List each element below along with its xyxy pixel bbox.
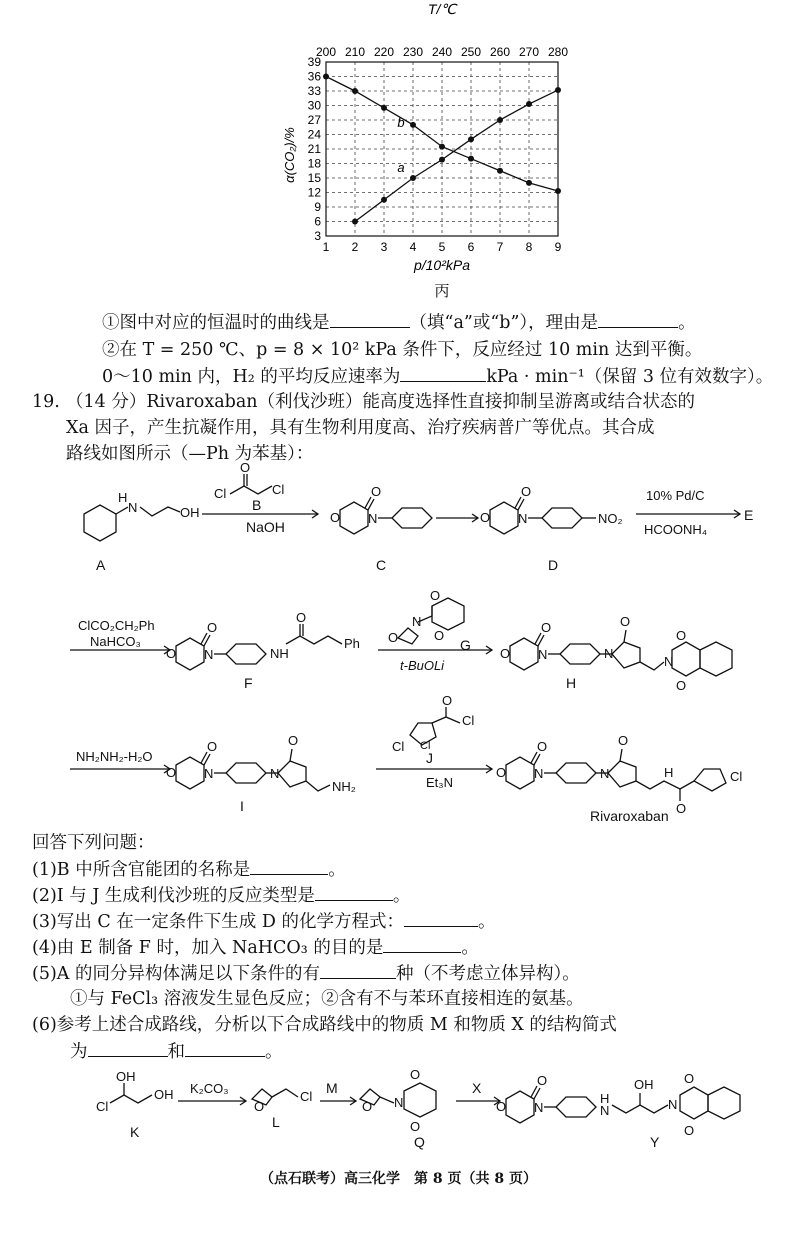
part-3: (3)写出 C 在一定条件下生成 D 的化学方程式： 。 (32, 912, 496, 932)
y-tick-label: 30 (307, 98, 321, 113)
series-label-a: a (397, 160, 405, 175)
svg-text:O: O (676, 628, 687, 643)
x-tick-label: 8 (525, 240, 533, 254)
top-tick-label: 250 (460, 45, 482, 59)
svg-text:Ph: Ph (344, 636, 360, 651)
svg-text:N: N (604, 646, 614, 661)
svg-text:10% Pd/C: 10% Pd/C (646, 488, 705, 503)
data-point-a (526, 101, 532, 107)
x-tick-label: 5 (438, 240, 446, 254)
y-tick-label: 39 (307, 55, 321, 69)
svg-text:O: O (254, 1099, 265, 1114)
data-point-b (439, 144, 445, 150)
label-I: I (240, 798, 244, 814)
svg-text:Cl: Cl (300, 1089, 313, 1104)
data-point-b (468, 156, 474, 162)
data-point-a (381, 197, 387, 203)
data-point-a (439, 157, 445, 163)
svg-text:OH: OH (116, 1069, 136, 1084)
svg-text:O: O (296, 610, 307, 625)
svg-text:NaOH: NaOH (246, 519, 285, 535)
y-tick-label: 3 (314, 229, 321, 243)
svg-text:O: O (676, 801, 687, 816)
data-point-a (555, 87, 561, 93)
label-product: Rivaroxaban (590, 808, 669, 824)
svg-text:Cl: Cl (272, 482, 285, 497)
svg-text:HCOONH₄: HCOONH₄ (644, 522, 708, 537)
data-point-a (352, 219, 358, 225)
label-Q: Q (414, 1134, 425, 1150)
svg-text:Et₃N: Et₃N (426, 775, 453, 790)
label-B: B (252, 497, 262, 513)
top-tick-label: 230 (402, 45, 424, 59)
x-tick-label: 3 (380, 240, 388, 254)
top-tick-label: 210 (344, 45, 366, 59)
top-tick-label: 270 (518, 45, 540, 59)
y-tick-label: 27 (307, 113, 321, 127)
y-tick-label: 18 (307, 156, 321, 171)
svg-text:NH: NH (270, 646, 289, 661)
answer-blank[interactable] (404, 910, 478, 927)
y-axis-label: α(CO₂)/% (282, 127, 297, 183)
svg-text:N: N (204, 766, 214, 781)
answer-blank[interactable] (320, 962, 396, 979)
svg-text:O: O (166, 646, 177, 661)
top-tick-label: 240 (431, 45, 453, 59)
label-J: J (426, 750, 433, 766)
part-1: (1)B 中所含官能团的名称是 。 (32, 860, 346, 880)
label-E: E (744, 507, 754, 523)
svg-text:OH: OH (180, 505, 200, 520)
q19-intro1: （14 分）Rivaroxaban（利伐沙班）能高度选择性直接抑制呈游离或结合状态的 (66, 392, 696, 412)
top-tick-label: 260 (489, 45, 511, 59)
svg-text:O: O (371, 484, 382, 499)
data-point-b (381, 105, 387, 111)
svg-text:H: H (664, 765, 674, 780)
top-tick-label: 280 (547, 45, 569, 59)
svg-text:H: H (600, 1091, 610, 1106)
svg-text:Cl: Cl (96, 1099, 109, 1114)
q18-line3: 0～10 min 内，H₂ 的平均反应速率为 kPa · min⁻¹（保留 3 位有效数字）。 (102, 367, 774, 387)
y-tick-label: 21 (307, 142, 321, 156)
svg-text:O: O (500, 646, 511, 661)
part-5-conditions: ①与 FeCl₃ 溶液发生显色反应；②含有不与苯环直接相连的氨基。 (70, 989, 584, 1009)
y-tick-label: 36 (307, 69, 321, 84)
svg-text:N: N (368, 511, 378, 526)
svg-text:O: O (537, 739, 548, 754)
answer-blank[interactable] (88, 1040, 168, 1057)
svg-text:N: N (600, 1103, 610, 1118)
x-tick-label: 2 (351, 240, 359, 254)
label-D: D (548, 557, 559, 573)
data-point-b (497, 168, 503, 174)
svg-text:OH: OH (634, 1077, 654, 1092)
answer-intro: 回答下列问题： (32, 833, 155, 853)
scheme-row-1 (0, 460, 800, 580)
y-tick-labels (308, 55, 322, 243)
y-tick-label: 9 (314, 200, 321, 214)
y-tick-label: 6 (314, 214, 321, 229)
svg-text:NH₂NH₂-H₂O: NH₂NH₂-H₂O (76, 749, 153, 764)
svg-text:Cl: Cl (730, 769, 743, 784)
answer-blank[interactable] (250, 858, 328, 875)
svg-text:O: O (684, 1123, 695, 1138)
svg-text:Cl: Cl (392, 739, 405, 754)
svg-text:OH: OH (154, 1087, 174, 1102)
label-A: A (96, 557, 106, 573)
svg-text:O: O (620, 614, 631, 629)
scheme-row-2 (0, 578, 800, 710)
svg-text:N: N (600, 766, 610, 781)
series-label-b: b (397, 114, 405, 130)
data-point-b (526, 180, 532, 186)
svg-text:N: N (534, 1100, 544, 1115)
scheme-row-3 (0, 693, 800, 830)
svg-text:t-BuOLi: t-BuOLi (400, 658, 445, 673)
q18-line2: ②在 T = 250 ℃、p = 8 × 10² kPa 条件下，反应经过 10 min 达到平衡。 (102, 340, 703, 360)
answer-blank[interactable] (400, 365, 486, 382)
svg-text:N: N (518, 511, 528, 526)
svg-text:O: O (240, 460, 251, 475)
y-tick-label: 24 (307, 127, 321, 142)
svg-text:O: O (430, 588, 441, 603)
data-point-a (497, 117, 503, 123)
svg-text:ClCO₂CH₂Ph: ClCO₂CH₂Ph (78, 618, 155, 633)
answer-blank[interactable] (330, 311, 410, 328)
svg-text:O: O (541, 620, 552, 635)
svg-text:O: O (521, 484, 532, 499)
page-footer: （点石联考）高三化学 第 8 页（共 8 页） (260, 1171, 537, 1187)
data-point-a (468, 136, 474, 142)
label-Y: Y (650, 1134, 660, 1150)
y-tick-label: 12 (307, 185, 321, 200)
svg-text:O: O (410, 1067, 421, 1082)
svg-text:O: O (537, 1073, 548, 1088)
part-5: (5)A 的同分异构体满足以下条件的有 种（不考虑立体异构）。 (32, 964, 580, 984)
svg-text:N: N (538, 647, 548, 662)
svg-text:O: O (207, 620, 218, 635)
label-L: L (272, 1114, 280, 1130)
top-tick-labels (316, 45, 568, 59)
top-axis-label: T/℃ (427, 1, 457, 17)
svg-text:Cl: Cl (420, 740, 431, 752)
svg-text:N: N (128, 500, 138, 515)
label-H: H (566, 675, 577, 691)
svg-text:O: O (442, 693, 453, 708)
svg-text:N: N (534, 766, 544, 781)
svg-text:O: O (166, 765, 177, 780)
part-6-line2: 为 和 。 (70, 1042, 283, 1062)
y-tick-label: 15 (307, 171, 321, 185)
svg-text:NO₂: NO₂ (598, 511, 623, 526)
data-point-b (410, 122, 416, 128)
q18-line1: ①图中对应的恒温时的曲线是 （填“a”或“b”），理由是 。 (102, 313, 696, 333)
svg-text:O: O (496, 765, 507, 780)
q19-intro3: 路线如图所示（—Ph 为苯基）： (66, 444, 314, 464)
label-G: G (460, 637, 471, 653)
top-tick-label: 200 (315, 45, 337, 59)
svg-text:O: O (480, 510, 491, 525)
svg-text:N: N (204, 647, 214, 662)
x-tick-label: 7 (496, 240, 504, 254)
label-C: C (376, 557, 387, 573)
svg-text:O: O (207, 739, 218, 754)
part-6-line1: (6)参考上述合成路线，分析以下合成路线中的物质 M 和物质 X 的结构简式 (32, 1015, 617, 1035)
y-tick-label: 33 (307, 84, 321, 98)
part-4: (4)由 E 制备 F 时，加入 NaHCO₃ 的目的是 。 (32, 938, 479, 958)
label-F: F (244, 675, 253, 691)
svg-text:O: O (388, 630, 399, 645)
svg-text:N: N (412, 614, 422, 629)
svg-text:NaHCO₃: NaHCO₃ (90, 634, 141, 649)
answer-blank[interactable] (185, 1040, 265, 1057)
x-tick-labels (323, 240, 562, 254)
svg-text:N: N (270, 766, 280, 781)
svg-text:NH₂: NH₂ (332, 779, 356, 794)
svg-text:O: O (676, 678, 687, 693)
svg-text:O: O (434, 628, 445, 643)
label-K: K (130, 1124, 140, 1140)
data-point-b (323, 74, 329, 80)
label-X: X (472, 1080, 482, 1096)
svg-text:H: H (118, 490, 128, 505)
top-tick-label: 220 (373, 45, 395, 59)
svg-text:O: O (684, 1071, 695, 1086)
svg-text:O: O (330, 510, 341, 525)
x-tick-label: 6 (467, 240, 475, 254)
answer-blank[interactable] (315, 884, 393, 901)
svg-text:Cl: Cl (462, 713, 475, 728)
data-point-a (410, 175, 416, 181)
scheme-bottom (0, 1065, 800, 1160)
conversion-chart (270, 0, 590, 305)
chart-caption: 丙 (434, 283, 450, 300)
x-tick-label: 1 (322, 240, 330, 254)
q19-intro2: Xa 因子，产生抗凝作用，具有生物利用度高、治疗疾病普广等优点。其合成 (66, 418, 655, 438)
label-M: M (326, 1080, 338, 1096)
svg-text:N: N (668, 1097, 678, 1112)
svg-text:O: O (618, 733, 629, 748)
answer-blank[interactable] (598, 311, 678, 328)
svg-text:O: O (288, 733, 299, 748)
svg-text:N: N (394, 1095, 404, 1110)
part-2: (2)I 与 J 生成利伐沙班的反应类型是 。 (32, 886, 411, 906)
data-point-b (555, 188, 561, 194)
svg-text:N: N (664, 654, 674, 669)
x-axis-label: p/10²kPa (413, 257, 471, 273)
x-tick-label: 9 (554, 240, 562, 254)
q19-number: 19. (32, 392, 60, 412)
svg-text:O: O (496, 1099, 507, 1114)
benzene-ring (84, 505, 116, 541)
svg-text:O: O (410, 1119, 421, 1134)
x-tick-label: 4 (409, 240, 417, 254)
svg-text:K₂CO₃: K₂CO₃ (190, 1081, 229, 1096)
svg-text:Cl: Cl (214, 486, 227, 501)
data-point-b (352, 88, 358, 94)
answer-blank[interactable] (383, 936, 461, 953)
svg-text:O: O (362, 1099, 373, 1114)
